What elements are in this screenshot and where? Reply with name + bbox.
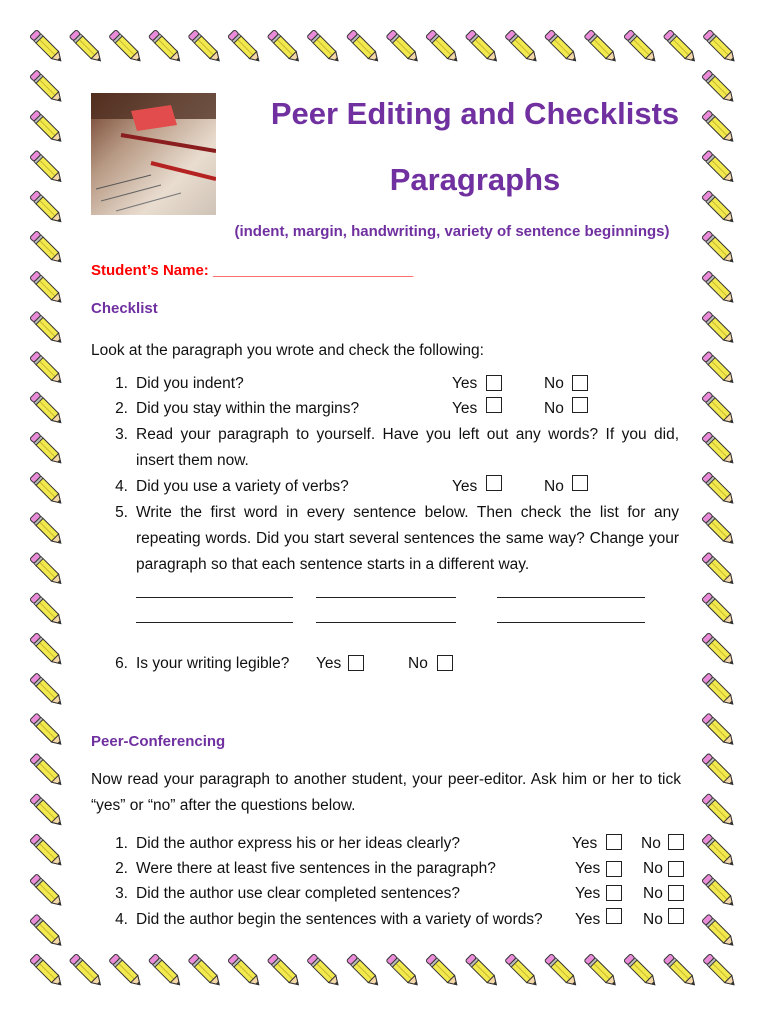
checklist-item bbox=[0, 426, 768, 478]
item-number: 2. bbox=[115, 860, 128, 877]
yes-checkbox[interactable] bbox=[486, 397, 502, 413]
no-checkbox[interactable] bbox=[668, 908, 684, 924]
first-word-blank[interactable] bbox=[136, 622, 293, 623]
page-subtitle: (indent, margin, handwriting, variety of sentence beginnings) bbox=[234, 223, 670, 240]
item-text: Read your paragraph to yourself. Have you left out any words? If you did, insert them now. bbox=[136, 426, 679, 469]
item-text: Did the author use clear completed sentences? bbox=[136, 885, 460, 902]
no-label: No bbox=[641, 835, 661, 852]
item-text: Did the author begin the sentences with a variety of words? bbox=[136, 911, 543, 928]
yes-label: Yes bbox=[452, 375, 478, 392]
item-number: 3. bbox=[115, 426, 128, 443]
no-checkbox[interactable] bbox=[572, 375, 588, 391]
item-text: Did the author express his or her ideas clearly? bbox=[136, 835, 460, 852]
yes-label: Yes bbox=[572, 835, 598, 852]
page-subtitle-title: Paragraphs bbox=[389, 162, 561, 197]
no-label: No bbox=[643, 860, 663, 877]
yes-label: Yes bbox=[575, 860, 601, 877]
checklist-intro: Look at the paragraph you wrote and check the following: bbox=[91, 342, 484, 359]
item-text: Did you indent? bbox=[136, 375, 244, 392]
no-label: No bbox=[408, 655, 428, 672]
yes-label: Yes bbox=[452, 478, 478, 495]
student-name-field[interactable]: Student’s Name: ________________________ bbox=[91, 262, 414, 279]
item-number: 5. bbox=[115, 504, 128, 521]
item-text: Write the first word in every sentence below. Then check the list for any repeating words. Did you start several sentences the same way? Change your paragraph so that each sentence starts in a different way. bbox=[136, 504, 679, 573]
item-number: 3. bbox=[115, 885, 128, 902]
yes-checkbox[interactable] bbox=[606, 861, 622, 877]
item-text: Were there at least five sentences in the paragraph? bbox=[136, 860, 496, 877]
item-text: Did you use a variety of verbs? bbox=[136, 478, 349, 495]
item-number: 1. bbox=[115, 375, 128, 392]
yes-label: Yes bbox=[316, 655, 342, 672]
page-title: Peer Editing and Checklists bbox=[270, 96, 680, 131]
no-label: No bbox=[643, 885, 663, 902]
item-number: 6. bbox=[115, 655, 128, 672]
first-word-blank[interactable] bbox=[316, 622, 456, 623]
pencils-on-paper-photo bbox=[91, 93, 216, 215]
no-checkbox[interactable] bbox=[668, 885, 684, 901]
first-word-blank[interactable] bbox=[497, 597, 645, 598]
item-number: 1. bbox=[115, 835, 128, 852]
first-word-blank[interactable] bbox=[497, 622, 645, 623]
yes-label: Yes bbox=[575, 885, 601, 902]
no-checkbox[interactable] bbox=[437, 655, 453, 671]
yes-checkbox[interactable] bbox=[606, 834, 622, 850]
no-checkbox[interactable] bbox=[668, 834, 684, 850]
no-checkbox[interactable] bbox=[572, 475, 588, 491]
item-number: 2. bbox=[115, 400, 128, 417]
first-word-blank[interactable] bbox=[136, 597, 293, 598]
item-number: 4. bbox=[115, 911, 128, 928]
yes-checkbox[interactable] bbox=[486, 475, 502, 491]
yes-label: Yes bbox=[575, 911, 601, 928]
no-label: No bbox=[544, 375, 564, 392]
peer-intro: Now read your paragraph to another student, your peer-editor. Ask him or her to tick “yes” or “no” after the questions below. bbox=[91, 771, 681, 814]
no-label: No bbox=[643, 911, 663, 928]
item-text: Is your writing legible? bbox=[136, 655, 290, 672]
yes-checkbox[interactable] bbox=[348, 655, 364, 671]
no-label: No bbox=[544, 478, 564, 495]
item-text: Did you stay within the margins? bbox=[136, 400, 360, 417]
yes-checkbox[interactable] bbox=[606, 885, 622, 901]
yes-checkbox[interactable] bbox=[486, 375, 502, 391]
item-number: 4. bbox=[115, 478, 128, 495]
first-word-blank[interactable] bbox=[316, 597, 456, 598]
no-checkbox[interactable] bbox=[572, 397, 588, 413]
checklist-heading: Checklist bbox=[91, 300, 158, 317]
yes-label: Yes bbox=[452, 400, 478, 417]
checklist-item bbox=[0, 504, 768, 582]
no-label: No bbox=[544, 400, 564, 417]
no-checkbox[interactable] bbox=[668, 861, 684, 877]
peer-conferencing-heading: Peer-Conferencing bbox=[91, 733, 226, 750]
yes-checkbox[interactable] bbox=[606, 908, 622, 924]
